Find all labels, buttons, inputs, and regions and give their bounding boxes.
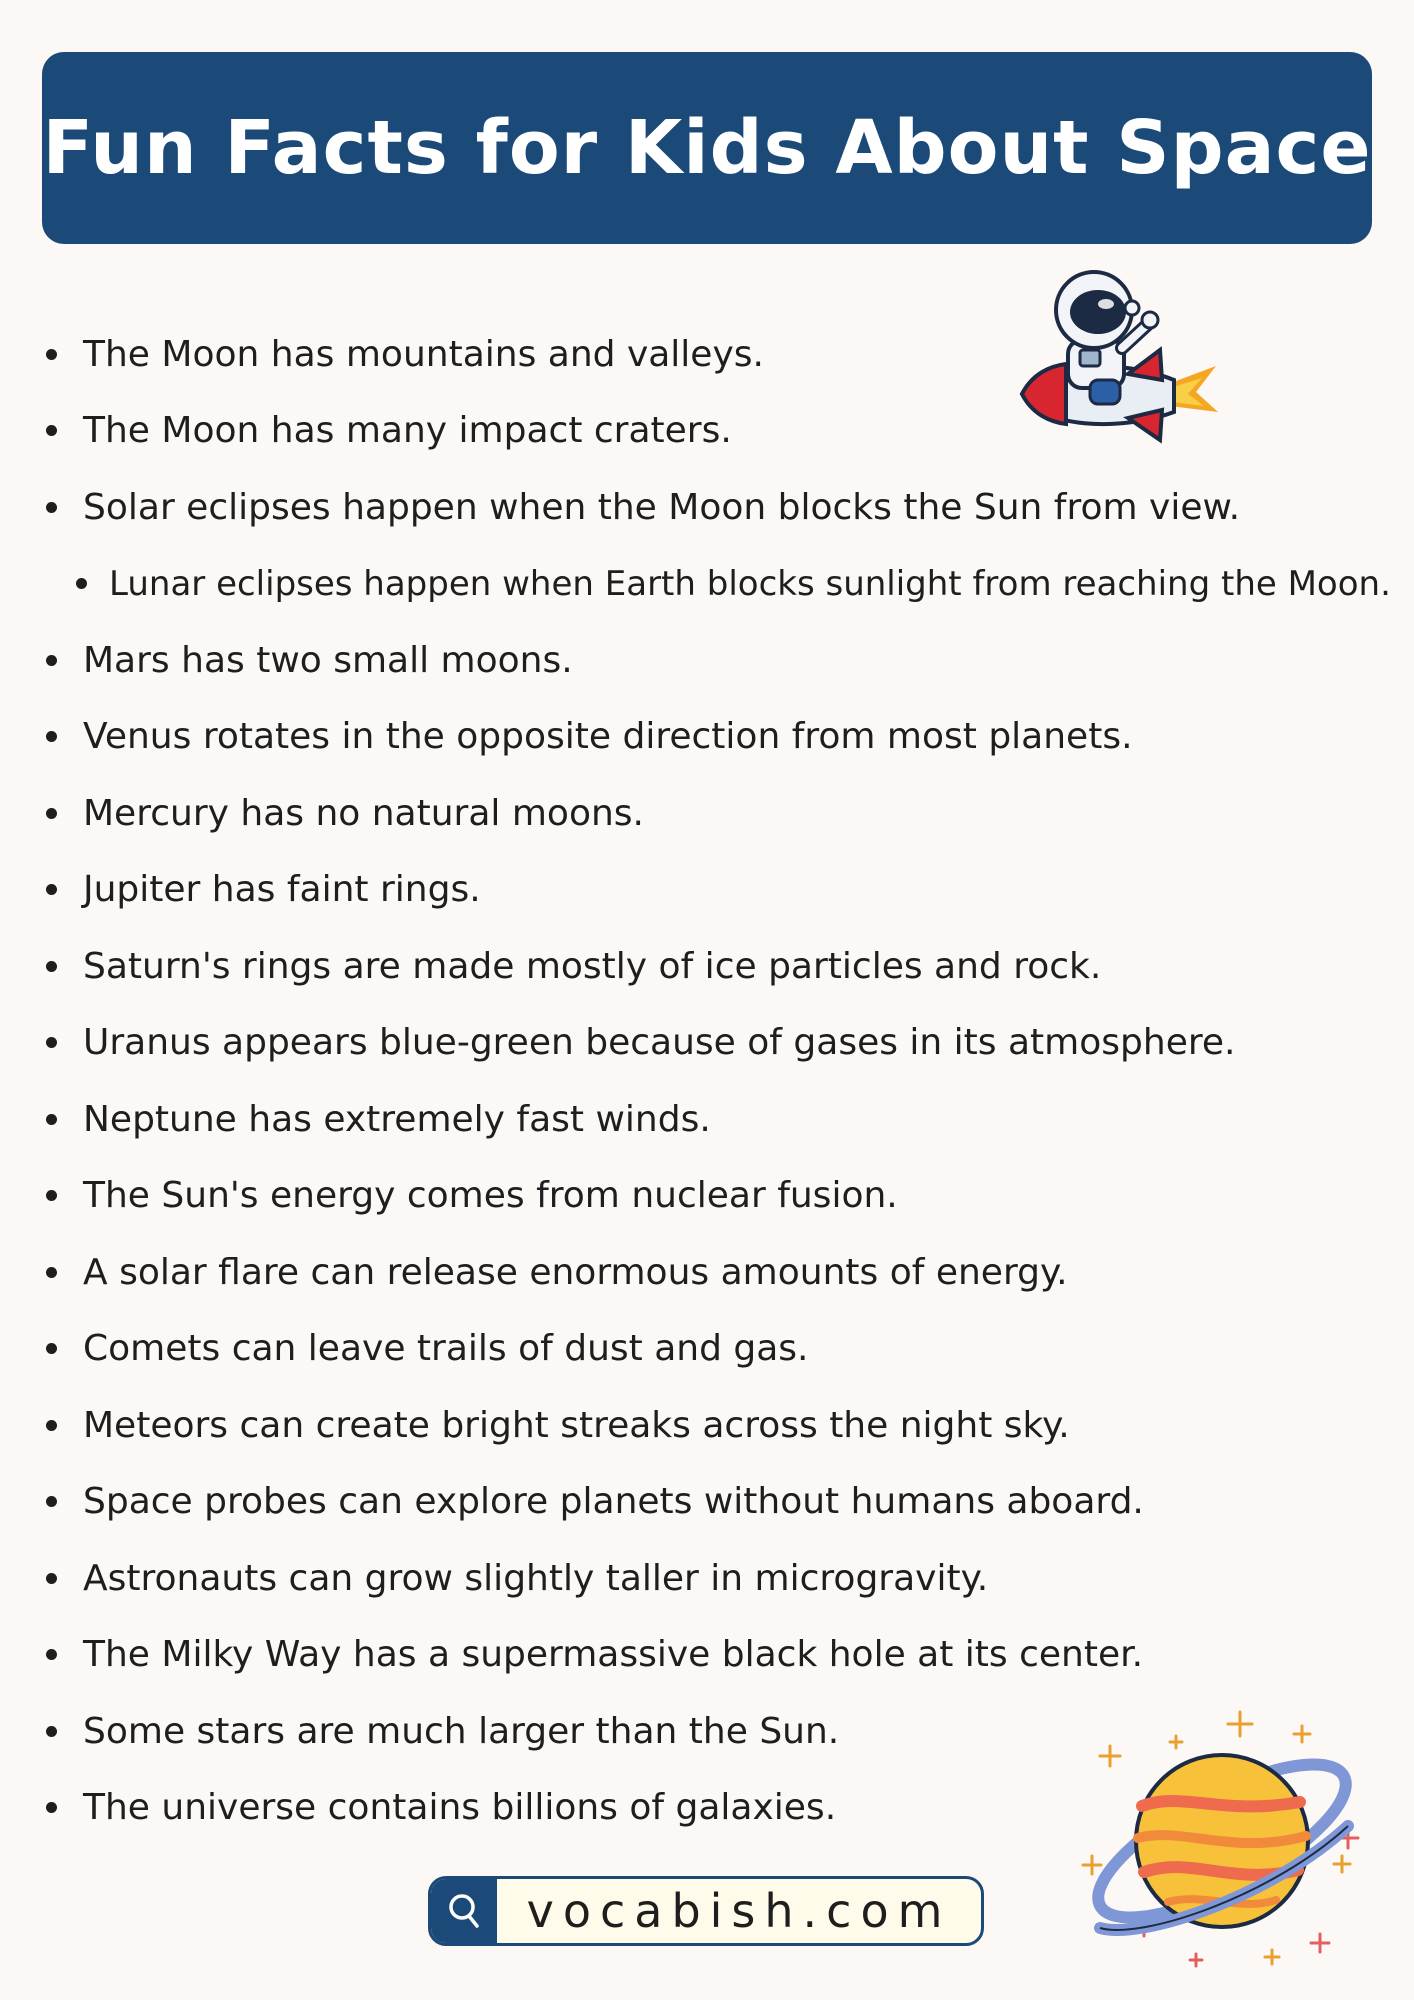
ringed-planet-icon bbox=[1072, 1706, 1372, 1968]
list-item bbox=[40, 775, 1391, 852]
list-item bbox=[40, 469, 1391, 546]
title-banner bbox=[42, 52, 1372, 244]
fact-text: The universe contains billions of galaxies. bbox=[83, 1787, 837, 1829]
fact-text: The Milky Way has a supermassive black hole at its center. bbox=[83, 1634, 1144, 1676]
site-url[interactable]: vocabish.com bbox=[526, 1884, 952, 1938]
bullet-icon bbox=[46, 808, 57, 819]
fact-text: Astronauts can grow slightly taller in microgravity. bbox=[83, 1557, 989, 1599]
search-icon bbox=[431, 1879, 497, 1943]
list-item bbox=[40, 393, 1391, 470]
fact-text: Space probes can explore planets without humans aboard. bbox=[83, 1481, 1144, 1523]
fact-text: The Moon has mountains and valleys. bbox=[83, 333, 764, 375]
bullet-icon bbox=[46, 502, 57, 513]
list-item bbox=[40, 546, 1391, 623]
fact-text: Some stars are much larger than the Sun. bbox=[83, 1710, 840, 1752]
list-item bbox=[40, 1158, 1391, 1235]
fact-text: Neptune has extremely fast winds. bbox=[83, 1098, 711, 1140]
list-item bbox=[40, 928, 1391, 1005]
list-item bbox=[40, 1081, 1391, 1158]
fact-text: Mars has two small moons. bbox=[83, 639, 573, 681]
facts-list bbox=[40, 316, 1391, 1846]
page-title: Fun Facts for Kids About Space bbox=[42, 105, 1372, 191]
bullet-icon bbox=[46, 655, 57, 666]
fact-text: Uranus appears blue-green because of gases in its atmosphere. bbox=[83, 1022, 1236, 1064]
bullet-icon bbox=[46, 1726, 57, 1737]
list-item bbox=[40, 622, 1391, 699]
bullet-icon bbox=[46, 425, 57, 436]
bullet-icon bbox=[46, 1114, 57, 1125]
fact-text: Mercury has no natural moons. bbox=[83, 792, 644, 834]
list-item bbox=[40, 1234, 1391, 1311]
list-item bbox=[40, 1387, 1391, 1464]
fact-text: A solar flare can release enormous amounts of energy. bbox=[83, 1251, 1068, 1293]
bullet-icon bbox=[46, 1037, 57, 1048]
bullet-icon bbox=[76, 578, 87, 589]
list-item bbox=[40, 1617, 1391, 1694]
bullet-icon bbox=[46, 961, 57, 972]
list-item bbox=[40, 1005, 1391, 1082]
bullet-icon bbox=[46, 1496, 57, 1507]
fact-text: Solar eclipses happen when the Moon blocks the Sun from view. bbox=[83, 486, 1241, 528]
list-item bbox=[40, 852, 1391, 929]
site-badge[interactable] bbox=[428, 1876, 984, 1946]
bullet-icon bbox=[46, 1649, 57, 1660]
bullet-icon bbox=[46, 1420, 57, 1431]
list-item bbox=[40, 1464, 1391, 1541]
fact-text: Comets can leave trails of dust and gas. bbox=[83, 1328, 809, 1370]
fact-text: Saturn's rings are made mostly of ice particles and rock. bbox=[83, 945, 1102, 987]
fact-text: Venus rotates in the opposite direction from most planets. bbox=[83, 716, 1133, 758]
fact-text: Meteors can create bright streaks across the night sky. bbox=[83, 1404, 1070, 1446]
fact-text: The Sun's energy comes from nuclear fusion. bbox=[83, 1175, 898, 1217]
list-item bbox=[40, 316, 1391, 393]
bullet-icon bbox=[46, 1573, 57, 1584]
bullet-icon bbox=[46, 349, 57, 360]
bullet-icon bbox=[46, 1343, 57, 1354]
bullet-icon bbox=[46, 1802, 57, 1813]
list-item bbox=[40, 1540, 1391, 1617]
fact-text: Jupiter has faint rings. bbox=[83, 869, 481, 911]
fact-text: Lunar eclipses happen when Earth blocks sunlight from reaching the Moon. bbox=[109, 563, 1391, 604]
list-item bbox=[40, 1311, 1391, 1388]
bullet-icon bbox=[46, 884, 57, 895]
list-item bbox=[40, 699, 1391, 776]
fact-text: The Moon has many impact craters. bbox=[83, 410, 732, 452]
bullet-icon bbox=[46, 1267, 57, 1278]
bullet-icon bbox=[46, 1190, 57, 1201]
bullet-icon bbox=[46, 731, 57, 742]
